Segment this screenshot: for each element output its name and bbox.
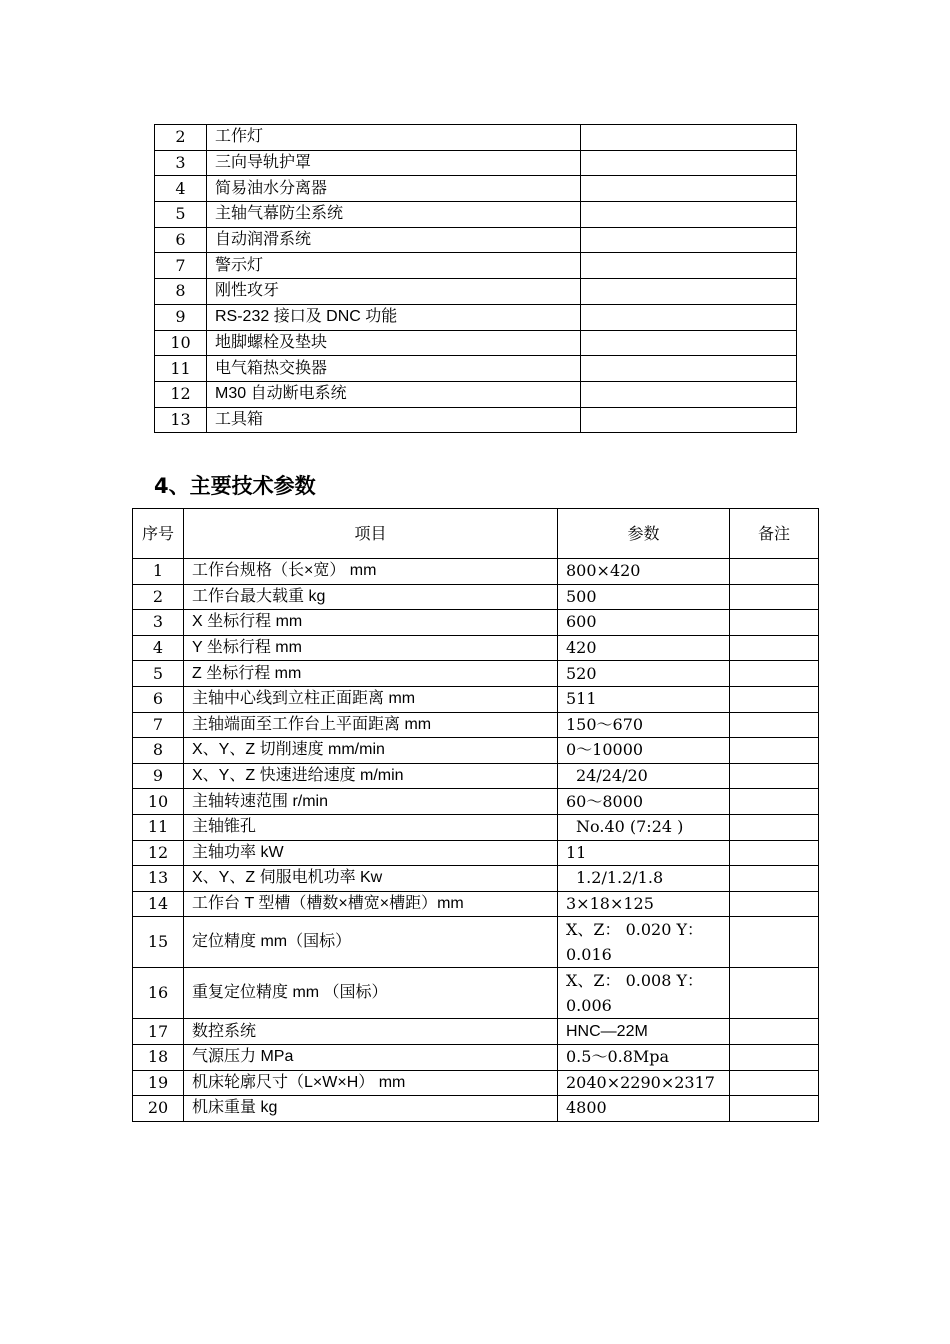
section-title: 4、主要技术参数: [154, 474, 316, 498]
spec-item: 机床轮廓尺寸（L×W×H） mm: [184, 1070, 558, 1096]
row-number: 11: [155, 356, 207, 382]
accessory-name: 地脚螺栓及垫块: [207, 330, 581, 356]
row-number: 7: [155, 253, 207, 279]
table-row: [155, 253, 797, 279]
table-row: [155, 150, 797, 176]
spec-remark: [730, 584, 819, 610]
specs-table: [132, 508, 819, 1122]
accessory-name: 简易油水分离器: [207, 176, 581, 202]
header-item: 项目: [184, 509, 558, 559]
table-row: [155, 304, 797, 330]
spec-item: Y 坐标行程 mm: [184, 635, 558, 661]
table-row: [133, 840, 819, 866]
accessory-note: [581, 227, 797, 253]
row-number: 5: [155, 202, 207, 228]
row-number: 19: [133, 1070, 184, 1096]
spec-remark: [730, 814, 819, 840]
row-number: 13: [133, 866, 184, 892]
accessory-note: [581, 279, 797, 305]
spec-item: Z 坐标行程 mm: [184, 661, 558, 687]
table-row: [155, 407, 797, 433]
accessory-name: 工具箱: [207, 407, 581, 433]
spec-remark: [730, 661, 819, 687]
spec-value: 1.2/1.2/1.8: [558, 866, 730, 892]
row-number: 12: [133, 840, 184, 866]
row-number: 2: [133, 584, 184, 610]
row-number: 12: [155, 381, 207, 407]
table-row: [133, 584, 819, 610]
spec-value: 420: [558, 635, 730, 661]
spec-item: 工作台规格（长×宽） mm: [184, 559, 558, 585]
table-row: [133, 891, 819, 917]
table-row: [133, 635, 819, 661]
row-number: 5: [133, 661, 184, 687]
spec-remark: [730, 686, 819, 712]
row-number: 10: [133, 789, 184, 815]
table-row: [133, 917, 819, 968]
spec-value: HNC—22M: [558, 1019, 730, 1045]
row-number: 3: [133, 610, 184, 636]
row-number: 8: [133, 738, 184, 764]
spec-item: 主轴中心线到立柱正面距离 mm: [184, 686, 558, 712]
table-row: [133, 1070, 819, 1096]
table-row: [133, 763, 819, 789]
row-number: 9: [155, 304, 207, 330]
row-number: 1: [133, 559, 184, 585]
spec-value: 500: [558, 584, 730, 610]
spec-item: 主轴功率 kW: [184, 840, 558, 866]
spec-item: 定位精度 mm（国标）: [184, 917, 558, 968]
table-row: [133, 1019, 819, 1045]
spec-remark: [730, 891, 819, 917]
accessories-table: [154, 124, 797, 433]
spec-remark: [730, 1096, 819, 1122]
header-remark: 备注: [730, 509, 819, 559]
spec-item: X、Y、Z 伺服电机功率 Kw: [184, 866, 558, 892]
spec-item: X、Y、Z 快速进给速度 m/min: [184, 763, 558, 789]
header-param: 参数: [558, 509, 730, 559]
accessory-note: [581, 356, 797, 382]
spec-remark: [730, 917, 819, 968]
row-number: 14: [133, 891, 184, 917]
spec-remark: [730, 968, 819, 1019]
accessory-note: [581, 381, 797, 407]
accessory-note: [581, 202, 797, 228]
row-number: 16: [133, 968, 184, 1019]
spec-value: 150～670: [558, 712, 730, 738]
row-number: 8: [155, 279, 207, 305]
spec-remark: [730, 559, 819, 585]
spec-item: 重复定位精度 mm （国标）: [184, 968, 558, 1019]
spec-value: 800×420: [558, 559, 730, 585]
spec-remark: [730, 763, 819, 789]
spec-value: 4800: [558, 1096, 730, 1122]
spec-item: 机床重量 kg: [184, 1096, 558, 1122]
spec-value: 520: [558, 661, 730, 687]
spec-value: 0～10000: [558, 738, 730, 764]
spec-item: 数控系统: [184, 1019, 558, 1045]
table-row: [155, 279, 797, 305]
spec-item: X、Y、Z 切削速度 mm/min: [184, 738, 558, 764]
spec-remark: [730, 610, 819, 636]
spec-value: 511: [558, 686, 730, 712]
row-number: 20: [133, 1096, 184, 1122]
accessory-name: 自动润滑系统: [207, 227, 581, 253]
accessory-name: 刚性攻牙: [207, 279, 581, 305]
table-row: [155, 330, 797, 356]
table-row: [133, 814, 819, 840]
table-row: [133, 610, 819, 636]
row-number: 4: [133, 635, 184, 661]
table-row: [133, 686, 819, 712]
row-number: 9: [133, 763, 184, 789]
accessory-name: 主轴气幕防尘系统: [207, 202, 581, 228]
row-number: 13: [155, 407, 207, 433]
spec-item: X 坐标行程 mm: [184, 610, 558, 636]
row-number: 15: [133, 917, 184, 968]
table-row: [155, 125, 797, 151]
table-row: [133, 712, 819, 738]
table-row: [133, 1096, 819, 1122]
table-row: [155, 202, 797, 228]
spec-item: 主轴锥孔: [184, 814, 558, 840]
row-number: 6: [155, 227, 207, 253]
accessory-note: [581, 150, 797, 176]
table-row: [133, 738, 819, 764]
accessory-name: M30 自动断电系统: [207, 381, 581, 407]
spec-item: 主轴转速范围 r/min: [184, 789, 558, 815]
accessory-name: 工作灯: [207, 125, 581, 151]
accessory-name: RS-232 接口及 DNC 功能: [207, 304, 581, 330]
spec-value: No.40 (7:24 ): [558, 814, 730, 840]
table-header-row: [133, 509, 819, 559]
spec-value: 24/24/20: [558, 763, 730, 789]
spec-item: 气源压力 MPa: [184, 1044, 558, 1070]
spec-remark: [730, 866, 819, 892]
spec-remark: [730, 1019, 819, 1045]
spec-item: 工作台 T 型槽（槽数×槽宽×槽距）mm: [184, 891, 558, 917]
spec-remark: [730, 1044, 819, 1070]
table-row: [155, 356, 797, 382]
row-number: 6: [133, 686, 184, 712]
accessory-note: [581, 176, 797, 202]
spec-value: X、Z： 0.008 Y：0.006: [558, 968, 730, 1019]
spec-value: 11: [558, 840, 730, 866]
table-row: [133, 968, 819, 1019]
row-number: 17: [133, 1019, 184, 1045]
spec-remark: [730, 1070, 819, 1096]
accessory-note: [581, 253, 797, 279]
spec-value: 3×18×125: [558, 891, 730, 917]
spec-value: X、Z： 0.020 Y：0.016: [558, 917, 730, 968]
spec-value: 600: [558, 610, 730, 636]
accessory-note: [581, 407, 797, 433]
accessory-name: 警示灯: [207, 253, 581, 279]
accessory-note: [581, 330, 797, 356]
table-row: [133, 789, 819, 815]
row-number: 4: [155, 176, 207, 202]
spec-item: 工作台最大载重 kg: [184, 584, 558, 610]
spec-remark: [730, 712, 819, 738]
spec-value: 0.5～0.8Mpa: [558, 1044, 730, 1070]
spec-remark: [730, 635, 819, 661]
accessory-note: [581, 304, 797, 330]
spec-remark: [730, 789, 819, 815]
spec-item: 主轴端面至工作台上平面距离 mm: [184, 712, 558, 738]
header-seq: 序号: [133, 509, 184, 559]
row-number: 7: [133, 712, 184, 738]
accessory-name: 电气箱热交换器: [207, 356, 581, 382]
table-row: [133, 866, 819, 892]
spec-remark: [730, 840, 819, 866]
table-row: [155, 176, 797, 202]
row-number: 11: [133, 814, 184, 840]
accessory-name: 三向导轨护罩: [207, 150, 581, 176]
row-number: 10: [155, 330, 207, 356]
table-row: [133, 1044, 819, 1070]
table-row: [155, 227, 797, 253]
accessory-note: [581, 125, 797, 151]
row-number: 2: [155, 125, 207, 151]
row-number: 18: [133, 1044, 184, 1070]
table-row: [133, 661, 819, 687]
table-row: [155, 381, 797, 407]
spec-value: 2040×2290×2317: [558, 1070, 730, 1096]
table-row: [133, 559, 819, 585]
spec-remark: [730, 738, 819, 764]
row-number: 3: [155, 150, 207, 176]
spec-value: 60～8000: [558, 789, 730, 815]
